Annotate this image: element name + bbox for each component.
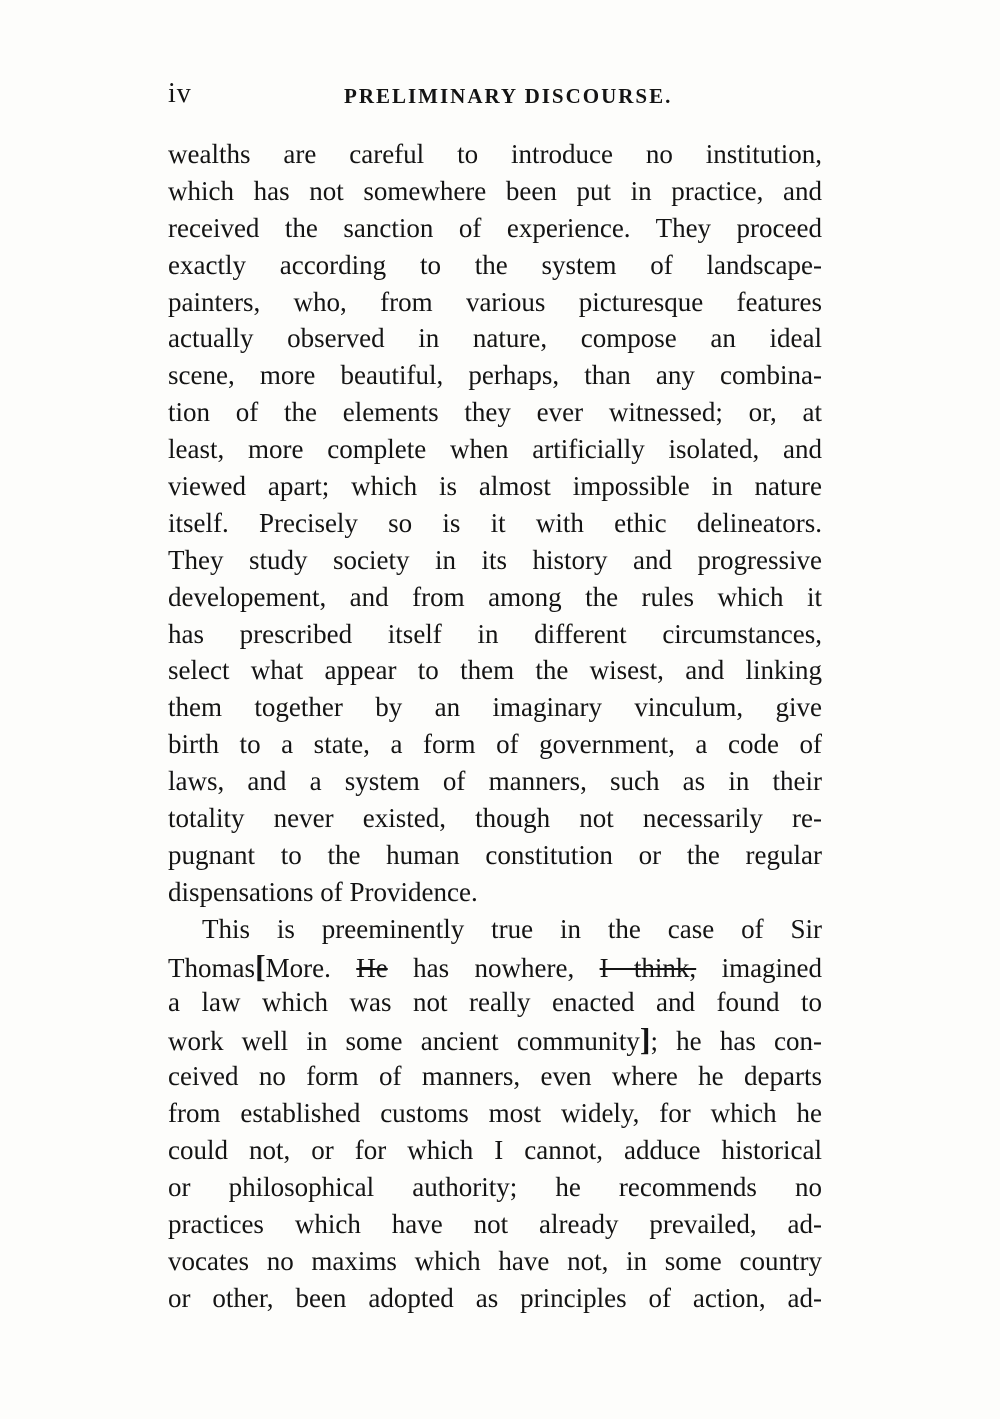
text-line: totality never existed, though not necessarily re- xyxy=(168,803,822,834)
text-segment: imagined xyxy=(721,952,822,983)
text-line: They study society in its history and progressive xyxy=(168,544,822,575)
text-line: itself. Precisely so is it with ethic delineators. xyxy=(168,507,822,538)
text-line: scene, more beautiful, perhaps, than any combina- xyxy=(168,360,822,391)
text-line: least, more complete when artificially isolated, and xyxy=(168,434,822,465)
text-line: birth to a state, a form of government, a code of xyxy=(168,729,822,760)
text-line: them together by an imaginary vinculum, give xyxy=(168,692,822,723)
text-line: select what appear to them the wisest, and linking xyxy=(168,655,822,686)
struck-phrase-i-think: I think, xyxy=(599,952,697,983)
page-number: iv xyxy=(168,78,192,109)
text-line: exactly according to the system of landscape- xyxy=(168,249,822,280)
text-line: tion of the elements they ever witnessed; or, at xyxy=(168,397,822,428)
text-line: could not, or for which I cannot, adduce historical xyxy=(168,1135,822,1166)
struck-word-he: He xyxy=(356,952,388,983)
text-line: dispensations of Providence. xyxy=(168,876,478,907)
text-line-with-edits xyxy=(168,948,822,985)
text-segment: work well in some ancient community xyxy=(168,1026,640,1057)
handwritten-close-bracket: ] xyxy=(639,1021,651,1058)
text-line: actually observed in nature, compose an ideal xyxy=(168,323,822,354)
text-segment: Thomas xyxy=(168,952,255,983)
text-line: developement, and from among the rules which it xyxy=(168,581,822,612)
text-line: or philosophical authority; he recommends no xyxy=(168,1171,822,1202)
text-line: pugnant to the human constitution or the regular xyxy=(168,839,822,870)
text-segment: ; he has con- xyxy=(650,1026,822,1057)
text-line: has prescribed itself in different circumstances, xyxy=(168,618,822,649)
text-line: a law which was not really enacted and found to xyxy=(168,987,822,1018)
body-text xyxy=(168,136,822,1317)
page-header xyxy=(168,78,828,114)
text-line: wealths are careful to introduce no institution, xyxy=(168,139,822,169)
text-line: This is preeminently true in the case of Sir xyxy=(202,913,822,944)
text-line: or other, been adopted as principles of action, ad- xyxy=(168,1282,822,1313)
text-line: painters, who, from various picturesque features xyxy=(168,286,822,317)
handwritten-open-bracket: [ xyxy=(255,947,266,984)
running-head: PRELIMINARY DISCOURSE. xyxy=(344,84,673,108)
text-line: viewed apart; which is almost impossible in nature xyxy=(168,471,822,502)
text-line: vocates no maxims which have not, in some country xyxy=(168,1245,822,1276)
text-line: which has not somewhere been put in practice, and xyxy=(168,175,822,206)
text-line: received the sanction of experience. They proceed xyxy=(168,212,822,243)
text-line: practices which have not already prevailed, ad- xyxy=(168,1208,822,1239)
text-line: laws, and a system of manners, such as in their xyxy=(168,766,822,797)
text-line-with-edits xyxy=(168,1021,822,1058)
text-segment: has nowhere, xyxy=(413,952,575,983)
text-segment: More. xyxy=(265,952,331,983)
text-line: from established customs most widely, for which he xyxy=(168,1098,822,1129)
text-line: ceived no form of manners, even where he departs xyxy=(168,1061,822,1092)
